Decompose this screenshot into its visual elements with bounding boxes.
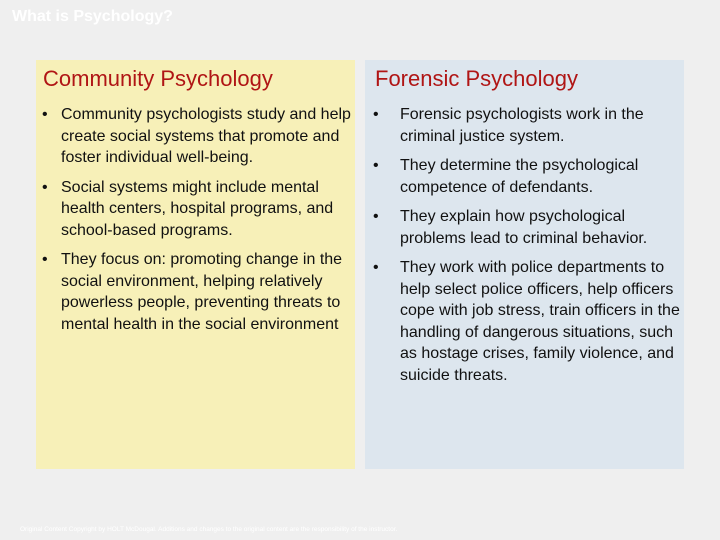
copyright-footer: Original Content Copyright by HOLT McDougal. Additions and changes to the original content are the responsibility of the instructor. [20,526,398,533]
list-item [42,249,352,335]
list-item [42,104,352,169]
bullet-icon: • [373,157,379,174]
list-item [373,104,681,147]
bullet-icon: • [42,178,48,196]
list-item [373,206,681,249]
bullet-icon: • [373,106,379,123]
forensic-psychology-bullets [373,104,681,394]
forensic-psychology-panel [365,60,684,469]
bullet-text: Social systems might include mental health centers, hospital programs, and school-based programs. [61,178,334,239]
bullet-text: They work with police departments to help select police officers, help officers cope with job stress, train officers in the handling of dangerous situations, such as hostage crises, family violence, and suicide threats. [400,259,680,384]
bullet-text: Forensic psychologists work in the criminal justice system. [400,106,644,145]
bullet-icon: • [373,208,379,225]
community-psychology-heading: Community Psychology [43,66,273,91]
list-item [373,257,681,386]
community-psychology-panel [36,60,355,469]
list-item [373,155,681,198]
list-item [42,177,352,242]
slide-title: What is Psychology? [12,8,173,25]
bullet-text: They explain how psychological problems lead to criminal behavior. [400,208,648,247]
bullet-icon: • [42,106,48,123]
bullet-text: Community psychologists study and help create social systems that promote and foster individual well-being. [61,106,351,166]
bullet-text: They focus on: promoting change in the social environment, helping relatively powerless people, preventing threats to mental health in the social environment [61,251,343,333]
bullet-icon: • [42,251,48,268]
bullet-text: They determine the psychological competence of defendants. [400,157,639,196]
community-psychology-bullets [42,104,352,343]
bullet-icon: • [373,259,379,276]
forensic-psychology-heading: Forensic Psychology [375,66,578,91]
